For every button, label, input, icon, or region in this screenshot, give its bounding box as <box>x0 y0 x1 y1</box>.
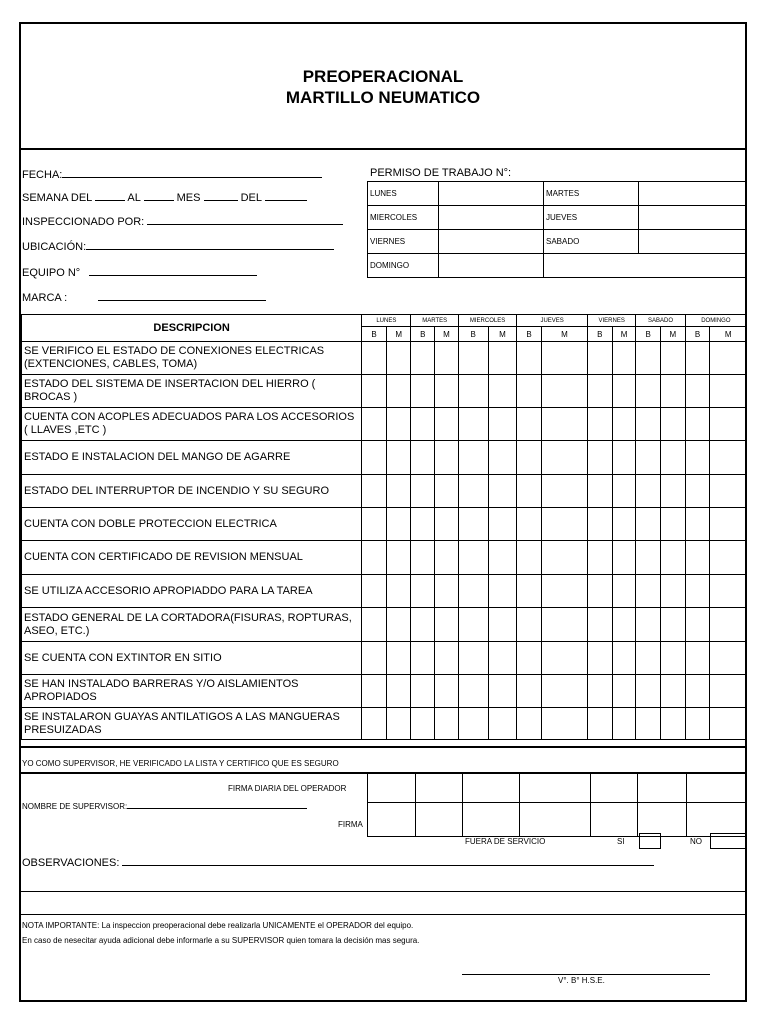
check-cell[interactable] <box>710 441 747 475</box>
signature-cell[interactable] <box>638 774 686 803</box>
m-header: M <box>488 327 517 342</box>
signature-cell[interactable] <box>590 803 638 837</box>
check-cell[interactable] <box>685 675 710 708</box>
check-cell[interactable] <box>710 575 747 608</box>
check-cell[interactable] <box>386 408 411 441</box>
check-cell[interactable] <box>541 475 587 508</box>
check-cell[interactable] <box>685 475 710 508</box>
no-checkbox[interactable] <box>710 833 747 849</box>
check-cell[interactable] <box>488 608 517 642</box>
check-cell[interactable] <box>636 375 661 408</box>
check-cell[interactable] <box>362 608 387 642</box>
check-cell[interactable] <box>612 642 636 675</box>
check-cell[interactable] <box>517 408 542 441</box>
check-cell[interactable] <box>386 475 411 508</box>
table-row <box>22 508 747 541</box>
check-cell[interactable] <box>488 508 517 541</box>
check-cell[interactable] <box>458 708 488 740</box>
check-cell[interactable] <box>710 508 747 541</box>
permiso-cell[interactable] <box>439 254 544 278</box>
permiso-cell[interactable] <box>544 254 747 278</box>
check-cell[interactable] <box>661 441 686 475</box>
divider <box>21 914 745 915</box>
check-cell[interactable] <box>710 642 747 675</box>
form-title-line2: MARTILLO NEUMATICO <box>285 88 481 107</box>
check-cell[interactable] <box>458 675 488 708</box>
check-cell[interactable] <box>710 475 747 508</box>
vobo-signature-line <box>462 974 710 975</box>
check-cell[interactable] <box>541 375 587 408</box>
ubicacion-field[interactable]: UBICACIÓN: <box>22 239 334 254</box>
permiso-day: LUNES <box>368 182 439 206</box>
check-cell[interactable] <box>612 575 636 608</box>
supervisor-statement: YO COMO SUPERVISOR, HE VERIFICADO LA LISTA Y CERTIFICO QUE ES SEGURO <box>22 759 339 768</box>
check-cell[interactable] <box>685 408 710 441</box>
permiso-cell[interactable] <box>639 206 747 230</box>
check-cell[interactable] <box>362 342 387 375</box>
nombre-supervisor-field[interactable]: NOMBRE DE SUPERVISOR: <box>22 800 307 812</box>
check-cell[interactable] <box>411 441 435 475</box>
form-page <box>19 22 747 1002</box>
check-cell[interactable] <box>488 675 517 708</box>
b-header: B <box>458 327 488 342</box>
permiso-cell[interactable] <box>439 182 544 206</box>
permiso-cell[interactable] <box>439 230 544 254</box>
check-cell[interactable] <box>587 675 612 708</box>
no-label: NO <box>690 837 702 846</box>
check-cell[interactable] <box>411 375 435 408</box>
b-header: B <box>362 327 387 342</box>
check-cell[interactable] <box>541 642 587 675</box>
signature-row <box>368 803 747 837</box>
m-header: M <box>612 327 636 342</box>
check-cell[interactable] <box>710 675 747 708</box>
check-cell[interactable] <box>636 541 661 575</box>
check-cell[interactable] <box>362 541 387 575</box>
table-row <box>22 375 747 408</box>
check-cell[interactable] <box>488 375 517 408</box>
check-cell[interactable] <box>488 342 517 375</box>
check-cell[interactable] <box>685 508 710 541</box>
check-cell[interactable] <box>488 575 517 608</box>
semana-field[interactable]: SEMANA DEL AL MES DEL <box>22 190 307 205</box>
nota-line2: En caso de nesecitar ayuda adicional debe informarle a su SUPERVISOR quien tomara la decisión mas segura. <box>22 936 420 945</box>
check-cell[interactable] <box>386 642 411 675</box>
signature-cell[interactable] <box>368 803 416 837</box>
divider <box>21 891 745 892</box>
inspeccionado-field[interactable]: INSPECCIONADO POR: <box>22 214 343 229</box>
check-cell[interactable] <box>517 708 542 740</box>
check-cell[interactable] <box>710 342 747 375</box>
check-cell[interactable] <box>458 575 488 608</box>
check-cell[interactable] <box>612 342 636 375</box>
check-cell[interactable] <box>685 575 710 608</box>
table-row <box>22 475 747 508</box>
check-cell[interactable] <box>612 475 636 508</box>
descripcion-header: DESCRIPCION <box>22 315 362 342</box>
check-cell[interactable] <box>685 375 710 408</box>
check-cell[interactable] <box>710 541 747 575</box>
day-header: MARTES <box>411 315 458 327</box>
day-header-row <box>22 315 747 327</box>
check-cell[interactable] <box>587 541 612 575</box>
item-description: SE HAN INSTALADO BARRERAS Y/O AISLAMIENTOS APROPIADOS <box>22 675 362 708</box>
check-cell[interactable] <box>587 708 612 740</box>
check-cell[interactable] <box>362 375 387 408</box>
check-cell[interactable] <box>435 608 459 642</box>
signature-cell[interactable] <box>462 774 519 803</box>
day-header: DOMINGO <box>685 315 746 327</box>
check-cell[interactable] <box>517 642 542 675</box>
day-header: MIERCOLES <box>458 315 516 327</box>
check-cell[interactable] <box>386 541 411 575</box>
check-cell[interactable] <box>636 642 661 675</box>
table-row <box>22 575 747 608</box>
si-checkbox[interactable] <box>639 833 661 849</box>
check-cell[interactable] <box>587 408 612 441</box>
check-cell[interactable] <box>636 408 661 441</box>
check-cell[interactable] <box>636 508 661 541</box>
check-cell[interactable] <box>386 508 411 541</box>
check-cell[interactable] <box>458 608 488 642</box>
check-cell[interactable] <box>612 708 636 740</box>
table-row <box>22 441 747 475</box>
m-header: M <box>386 327 411 342</box>
table-row <box>22 675 747 708</box>
permiso-label: PERMISO DE TRABAJO N°: <box>370 167 512 179</box>
check-cell[interactable] <box>411 342 435 375</box>
signature-cell[interactable] <box>416 774 463 803</box>
firma-label: FIRMA <box>338 820 363 829</box>
check-cell[interactable] <box>435 575 459 608</box>
check-cell[interactable] <box>541 342 587 375</box>
check-cell[interactable] <box>661 375 686 408</box>
check-cell[interactable] <box>517 441 542 475</box>
check-cell[interactable] <box>685 342 710 375</box>
form-title-line1: PREOPERACIONAL <box>302 67 464 86</box>
item-description: CUENTA CON DOBLE PROTECCION ELECTRICA <box>22 508 362 541</box>
check-cell[interactable] <box>661 541 686 575</box>
signature-cell[interactable] <box>368 774 416 803</box>
check-cell[interactable] <box>386 708 411 740</box>
check-cell[interactable] <box>517 508 542 541</box>
check-cell[interactable] <box>458 541 488 575</box>
check-cell[interactable] <box>612 441 636 475</box>
item-description: ESTADO DEL INTERRUPTOR DE INCENDIO Y SU SEGURO <box>22 475 362 508</box>
permiso-day: MIERCOLES <box>368 206 439 230</box>
check-cell[interactable] <box>386 375 411 408</box>
permiso-cell[interactable] <box>439 206 544 230</box>
check-cell[interactable] <box>710 608 747 642</box>
check-cell[interactable] <box>587 375 612 408</box>
check-cell[interactable] <box>612 375 636 408</box>
vobo-label: V°. B° H.S.E. <box>558 976 605 985</box>
day-header: JUEVES <box>517 315 588 327</box>
item-description: CUENTA CON CERTIFICADO DE REVISION MENSUAL <box>22 541 362 575</box>
check-cell[interactable] <box>587 475 612 508</box>
si-label: SI <box>617 837 625 846</box>
check-cell[interactable] <box>517 475 542 508</box>
check-cell[interactable] <box>435 375 459 408</box>
marca-field[interactable]: MARCA : <box>22 290 266 305</box>
signature-cell[interactable] <box>520 803 590 837</box>
item-description: SE CUENTA CON EXTINTOR EN SITIO <box>22 642 362 675</box>
permiso-cell[interactable] <box>639 182 747 206</box>
check-cell[interactable] <box>636 608 661 642</box>
b-header: B <box>517 327 542 342</box>
check-cell[interactable] <box>661 708 686 740</box>
table-row <box>22 708 747 740</box>
check-cell[interactable] <box>362 508 387 541</box>
check-cell[interactable] <box>435 708 459 740</box>
check-cell[interactable] <box>685 642 710 675</box>
check-cell[interactable] <box>517 342 542 375</box>
check-cell[interactable] <box>661 408 686 441</box>
b-header: B <box>636 327 661 342</box>
check-cell[interactable] <box>458 375 488 408</box>
check-cell[interactable] <box>458 441 488 475</box>
check-cell[interactable] <box>710 708 747 740</box>
check-cell[interactable] <box>636 708 661 740</box>
permiso-day: SABADO <box>544 230 639 254</box>
check-cell[interactable] <box>541 541 587 575</box>
check-cell[interactable] <box>636 475 661 508</box>
check-cell[interactable] <box>488 441 517 475</box>
check-cell[interactable] <box>661 575 686 608</box>
check-cell[interactable] <box>411 475 435 508</box>
check-cell[interactable] <box>362 575 387 608</box>
check-cell[interactable] <box>612 608 636 642</box>
b-header: B <box>587 327 612 342</box>
check-cell[interactable] <box>541 708 587 740</box>
check-cell[interactable] <box>636 575 661 608</box>
check-cell[interactable] <box>685 441 710 475</box>
signature-cell[interactable] <box>462 803 519 837</box>
check-cell[interactable] <box>411 608 435 642</box>
check-cell[interactable] <box>541 575 587 608</box>
check-cell[interactable] <box>435 642 459 675</box>
divider <box>21 148 745 150</box>
check-cell[interactable] <box>636 342 661 375</box>
fuera-servicio-label: FUERA DE SERVICIO <box>465 837 546 846</box>
table-row <box>22 408 747 441</box>
check-cell[interactable] <box>685 541 710 575</box>
nota-line1: NOTA IMPORTANTE: La inspeccion preoperacional debe realizarla UNICAMENTE el OPERADOR del equipo. <box>22 921 414 930</box>
check-cell[interactable] <box>541 408 587 441</box>
table-row <box>22 342 747 375</box>
check-cell[interactable] <box>488 408 517 441</box>
signature-cell[interactable] <box>520 774 590 803</box>
check-cell[interactable] <box>386 675 411 708</box>
table-row <box>22 608 747 642</box>
signature-cell[interactable] <box>590 774 638 803</box>
check-cell[interactable] <box>710 375 747 408</box>
signature-cell[interactable] <box>686 803 746 837</box>
check-cell[interactable] <box>411 408 435 441</box>
check-cell[interactable] <box>435 508 459 541</box>
permiso-day: JUEVES <box>544 206 639 230</box>
fecha-field[interactable]: FECHA: <box>22 167 322 182</box>
permiso-days-table <box>367 181 747 278</box>
check-cell[interactable] <box>517 608 542 642</box>
check-cell[interactable] <box>362 708 387 740</box>
day-header: LUNES <box>362 315 411 327</box>
m-header: M <box>661 327 686 342</box>
check-cell[interactable] <box>386 608 411 642</box>
check-cell[interactable] <box>517 575 542 608</box>
day-header: SABADO <box>636 315 685 327</box>
item-description: SE VERIFICO EL ESTADO DE CONEXIONES ELECTRICAS (EXTENCIONES, CABLES, TOMA) <box>22 342 362 375</box>
check-cell[interactable] <box>458 642 488 675</box>
check-cell[interactable] <box>661 642 686 675</box>
check-cell[interactable] <box>435 342 459 375</box>
check-cell[interactable] <box>362 675 387 708</box>
check-cell[interactable] <box>488 541 517 575</box>
check-cell[interactable] <box>587 342 612 375</box>
check-cell[interactable] <box>411 675 435 708</box>
check-cell[interactable] <box>435 475 459 508</box>
check-cell[interactable] <box>458 408 488 441</box>
item-description: ESTADO DEL SISTEMA DE INSERTACION DEL HIERRO ( BROCAS ) <box>22 375 362 408</box>
check-cell[interactable] <box>541 508 587 541</box>
check-cell[interactable] <box>661 675 686 708</box>
divider <box>21 746 745 748</box>
equipo-field[interactable]: EQUIPO N° <box>22 265 257 280</box>
check-cell[interactable] <box>458 342 488 375</box>
check-cell[interactable] <box>587 441 612 475</box>
check-cell[interactable] <box>517 375 542 408</box>
signature-cell[interactable] <box>416 803 463 837</box>
check-cell[interactable] <box>541 441 587 475</box>
check-cell[interactable] <box>458 475 488 508</box>
check-cell[interactable] <box>612 541 636 575</box>
permiso-day: VIERNES <box>368 230 439 254</box>
item-description: ESTADO GENERAL DE LA CORTADORA(FISURAS, ROPTURAS, ASEO, ETC.) <box>22 608 362 642</box>
check-cell[interactable] <box>411 508 435 541</box>
m-header: M <box>435 327 459 342</box>
check-cell[interactable] <box>612 408 636 441</box>
item-description: SE INSTALARON GUAYAS ANTILATIGOS A LAS MANGUERAS PRESUIZADAS <box>22 708 362 740</box>
item-description: CUENTA CON ACOPLES ADECUADOS PARA LOS ACCESORIOS ( LLAVES ,ETC ) <box>22 408 362 441</box>
permiso-day: DOMINGO <box>368 254 439 278</box>
check-cell[interactable] <box>517 675 542 708</box>
check-cell[interactable] <box>661 342 686 375</box>
check-cell[interactable] <box>636 441 661 475</box>
check-cell[interactable] <box>661 475 686 508</box>
check-cell[interactable] <box>541 675 587 708</box>
table-row <box>22 541 747 575</box>
check-cell[interactable] <box>661 508 686 541</box>
check-cell[interactable] <box>488 642 517 675</box>
check-cell[interactable] <box>362 441 387 475</box>
check-cell[interactable] <box>386 342 411 375</box>
permiso-cell[interactable] <box>639 230 747 254</box>
firma-operador-label: FIRMA DIARIA DEL OPERADOR <box>228 784 347 793</box>
check-cell[interactable] <box>435 408 459 441</box>
item-description: ESTADO E INSTALACION DEL MANGO DE AGARRE <box>22 441 362 475</box>
check-cell[interactable] <box>587 608 612 642</box>
check-cell[interactable] <box>362 642 387 675</box>
m-header: M <box>710 327 747 342</box>
check-cell[interactable] <box>541 608 587 642</box>
m-header: M <box>541 327 587 342</box>
check-cell[interactable] <box>435 541 459 575</box>
check-cell[interactable] <box>411 541 435 575</box>
check-cell[interactable] <box>587 575 612 608</box>
b-header: B <box>685 327 710 342</box>
check-cell[interactable] <box>685 608 710 642</box>
check-cell[interactable] <box>411 642 435 675</box>
check-cell[interactable] <box>612 675 636 708</box>
check-cell[interactable] <box>362 408 387 441</box>
check-cell[interactable] <box>488 708 517 740</box>
check-cell[interactable] <box>636 675 661 708</box>
signature-table <box>367 773 747 837</box>
check-cell[interactable] <box>435 441 459 475</box>
signature-cell[interactable] <box>686 774 746 803</box>
check-cell[interactable] <box>362 475 387 508</box>
check-cell[interactable] <box>587 642 612 675</box>
observaciones-field[interactable]: OBSERVACIONES: <box>22 855 654 870</box>
day-header: VIERNES <box>587 315 635 327</box>
check-cell[interactable] <box>710 408 747 441</box>
check-cell[interactable] <box>587 508 612 541</box>
check-cell[interactable] <box>685 708 710 740</box>
check-cell[interactable] <box>517 541 542 575</box>
inspection-table <box>21 314 747 740</box>
check-cell[interactable] <box>458 508 488 541</box>
check-cell[interactable] <box>488 475 517 508</box>
permiso-day: MARTES <box>544 182 639 206</box>
b-header: B <box>411 327 435 342</box>
table-row <box>22 642 747 675</box>
check-cell[interactable] <box>411 708 435 740</box>
check-cell[interactable] <box>661 608 686 642</box>
signature-cell[interactable] <box>638 803 686 837</box>
check-cell[interactable] <box>411 575 435 608</box>
check-cell[interactable] <box>386 441 411 475</box>
signature-row <box>368 774 747 803</box>
check-cell[interactable] <box>612 508 636 541</box>
check-cell[interactable] <box>386 575 411 608</box>
check-cell[interactable] <box>435 675 459 708</box>
item-description: SE UTILIZA ACCESORIO APROPIADDO PARA LA TAREA <box>22 575 362 608</box>
